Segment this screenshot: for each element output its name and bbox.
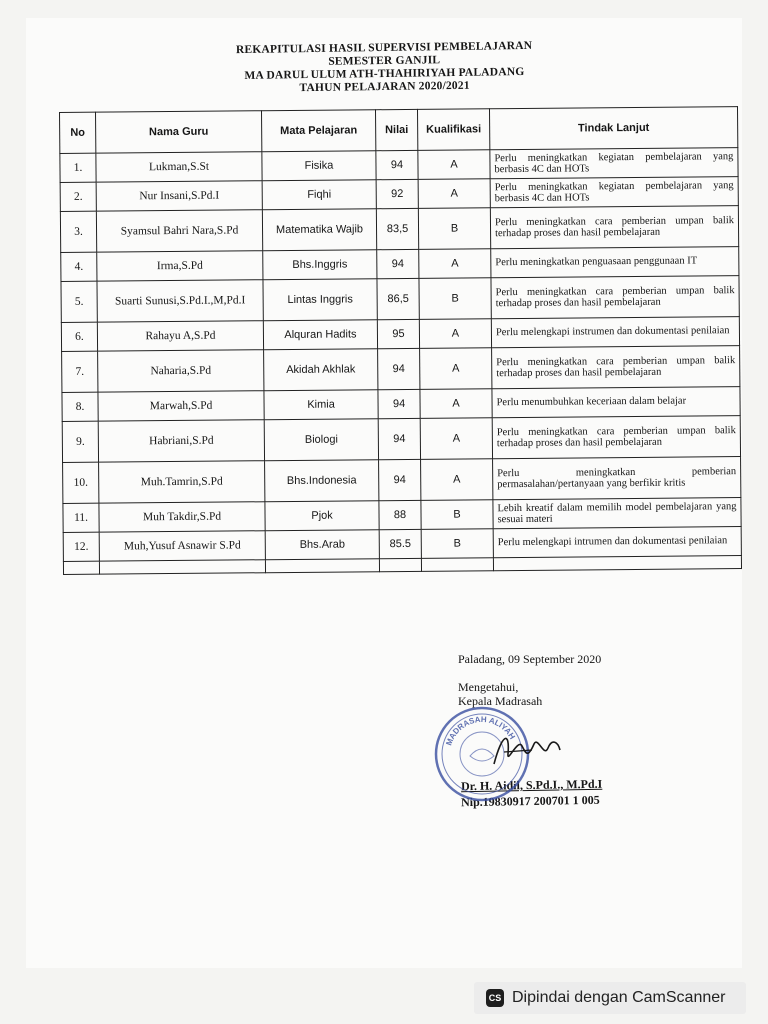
cell-nilai: 88 — [379, 500, 421, 529]
cell-nilai: 94 — [378, 389, 420, 418]
cell-nilai: 94 — [379, 459, 421, 500]
cell-nilai: 94 — [378, 418, 420, 459]
col-header-mata-pelajaran: Mata Pelajaran — [261, 110, 375, 152]
cell-no: 3. — [60, 211, 96, 252]
table-row — [62, 416, 740, 463]
table-row — [63, 457, 741, 504]
cell-kualifikasi: B — [419, 278, 491, 320]
cell-mata-pelajaran: Biologi — [264, 419, 378, 461]
empty-cell — [99, 560, 265, 574]
cell-no: 5. — [61, 281, 97, 322]
cell-kualifikasi: A — [421, 459, 493, 501]
cell-no: 8. — [62, 392, 98, 421]
cell-nilai: 95 — [377, 319, 419, 348]
cell-nama-guru: Muh Takdir,S.Pd — [99, 502, 265, 532]
cell-mata-pelajaran: Kimia — [264, 390, 378, 420]
header-title: REKAPITULASI HASIL SUPERVISI PEMBELAJARAN — [235, 39, 533, 57]
cell-kualifikasi: A — [419, 249, 491, 279]
cell-nama-guru: Habriani,S.Pd — [98, 420, 264, 462]
header-school: MA DARUL ULUM ATH-THAHIRIYAH PALADANG — [244, 66, 525, 82]
cell-tindak-lanjut: Perlu meningkatkan kegiatan pembelajaran yang berbasis 4C dan HOTs — [490, 177, 738, 208]
cell-kualifikasi: A — [419, 319, 491, 349]
camscanner-watermark — [474, 982, 746, 1014]
cell-nilai: 85.5 — [379, 529, 421, 558]
cell-no: 6. — [61, 322, 97, 351]
cell-mata-pelajaran: Fiqhi — [262, 180, 376, 210]
cell-nama-guru: Syamsul Bahri Nara,S.Pd — [96, 210, 262, 252]
cell-tindak-lanjut: Perlu meningkatkan cara pemberian umpan balik terhadap proses dan hasil pembelajaran — [490, 206, 738, 249]
col-header-kualifikasi: Kualifikasi — [417, 109, 489, 151]
col-header-no: No — [60, 112, 96, 153]
supervision-table — [59, 106, 742, 575]
cell-tindak-lanjut: Perlu meningkatkan cara pemberian umpan balik terhadap proses dan hasil pembelajaran — [492, 416, 740, 459]
cell-no: 10. — [63, 462, 99, 503]
header-year: TAHUN PELAJARAN 2020/2021 — [299, 79, 470, 95]
cell-nilai: 92 — [376, 179, 418, 208]
col-header-nilai: Nilai — [375, 109, 417, 150]
stamp-text: MADRASAH ALIYAH — [444, 714, 517, 747]
cell-mata-pelajaran: Akidah Akhlak — [264, 349, 378, 391]
cell-nama-guru: Naharia,S.Pd — [98, 350, 264, 392]
cell-nama-guru: Nur Insani,S.Pd.I — [96, 181, 262, 211]
handwritten-signature — [488, 724, 564, 774]
cell-nama-guru: Lukman,S.St — [96, 152, 262, 182]
acknowledge-label: Mengetahui, — [458, 680, 519, 694]
cell-mata-pelajaran: Bhs.Indonesia — [265, 460, 379, 502]
cell-tindak-lanjut: Perlu meningkatkan kegiatan pembelajaran yang berbasis 4C dan HOTs — [490, 148, 738, 179]
cell-nilai: 94 — [377, 249, 419, 278]
table-row — [60, 206, 738, 253]
cell-tindak-lanjut: Perlu meningkatkan penguasaan penggunaan IT — [491, 247, 739, 278]
cell-nama-guru: Suarti Sunusi,S.Pd.I.,M,Pd.I — [97, 280, 263, 322]
cell-kualifikasi: B — [421, 529, 493, 559]
place-date: Paladang, 09 September 2020 — [458, 652, 602, 666]
cell-kualifikasi: A — [420, 418, 492, 460]
cell-mata-pelajaran: Fisika — [262, 151, 376, 181]
cell-tindak-lanjut: Perlu melengkapi instrumen dan dokumentasi penilaian — [491, 317, 739, 348]
cell-mata-pelajaran: Pjok — [265, 501, 379, 531]
cell-nilai: 94 — [376, 150, 418, 179]
signer-nip: Nip.19830917 200701 1 005 — [460, 792, 600, 810]
cell-nama-guru: Marwah,S.Pd — [98, 391, 264, 421]
empty-cell — [379, 558, 421, 571]
cell-mata-pelajaran: Bhs.Inggris — [263, 250, 377, 280]
cell-tindak-lanjut: Perlu melengkapi intrumen dan dokumentasi penilaian — [493, 527, 741, 558]
empty-cell — [421, 558, 493, 572]
cell-nama-guru: Rahayu A,S.Pd — [97, 321, 263, 351]
cell-tindak-lanjut: Perlu menumbuhkan keceriaan dalam belajar — [492, 387, 740, 418]
cell-no: 12. — [63, 532, 99, 561]
table-row — [62, 346, 740, 393]
cell-kualifikasi: A — [420, 389, 492, 419]
cell-mata-pelajaran: Matematika Wajib — [262, 209, 376, 251]
cell-no: 4. — [61, 252, 97, 281]
cell-no: 7. — [62, 351, 98, 392]
header-semester: SEMESTER GANJIL — [328, 54, 441, 68]
col-header-nama-guru: Nama Guru — [96, 111, 262, 153]
cell-nilai: 86,5 — [377, 278, 419, 319]
cell-tindak-lanjut: Lebih kreatif dalam memilih model pembelajaran yang sesuai materi — [493, 498, 741, 529]
cell-no: 11. — [63, 503, 99, 532]
camscanner-logo-icon: CS — [486, 989, 504, 1007]
cell-tindak-lanjut: Perlu meningkatkan cara pemberian umpan balik terhadap proses dan hasil pembelajaran — [491, 276, 739, 319]
table-header-row — [60, 107, 738, 154]
cell-mata-pelajaran: Alquran Hadits — [263, 320, 377, 350]
empty-cell — [63, 561, 99, 574]
cell-nilai: 94 — [378, 348, 420, 389]
document-header — [0, 37, 768, 100]
cell-nama-guru: Irma,S.Pd — [97, 251, 263, 281]
cell-tindak-lanjut: Perlu meningkatkan pemberian permasalahan/pertanyaan yang berfikir kritis — [493, 457, 741, 500]
empty-cell — [493, 556, 741, 571]
cell-no: 2. — [60, 182, 96, 211]
signer-name: Dr. H. Aidil, S.Pd.I., M.Pd.I — [460, 776, 603, 794]
cell-no: 9. — [62, 421, 98, 462]
cell-nama-guru: Muh.Tamrin,S.Pd — [99, 461, 265, 503]
cell-no: 1. — [60, 153, 96, 182]
camscanner-text: Dipindai dengan CamScanner — [512, 989, 726, 1006]
cell-mata-pelajaran: Bhs.Arab — [265, 530, 379, 560]
cell-mata-pelajaran: Lintas Inggris — [263, 279, 377, 321]
cell-kualifikasi: B — [418, 208, 490, 250]
table-row — [61, 276, 739, 323]
cell-kualifikasi: A — [420, 348, 492, 390]
cell-nilai: 83,5 — [376, 208, 418, 249]
cell-tindak-lanjut: Perlu meningkatkan cara pemberian umpan balik terhadap proses dan hasil pembelajaran — [492, 346, 740, 389]
cell-nama-guru: Muh,Yusuf Asnawir S.Pd — [99, 531, 265, 561]
role-label: Kepala Madrasah — [458, 694, 543, 708]
cell-kualifikasi: A — [418, 179, 490, 209]
empty-cell — [265, 559, 379, 573]
cell-kualifikasi: B — [421, 500, 493, 530]
cell-kualifikasi: A — [418, 150, 490, 180]
col-header-tindak-lanjut: Tindak Lanjut — [489, 107, 737, 150]
